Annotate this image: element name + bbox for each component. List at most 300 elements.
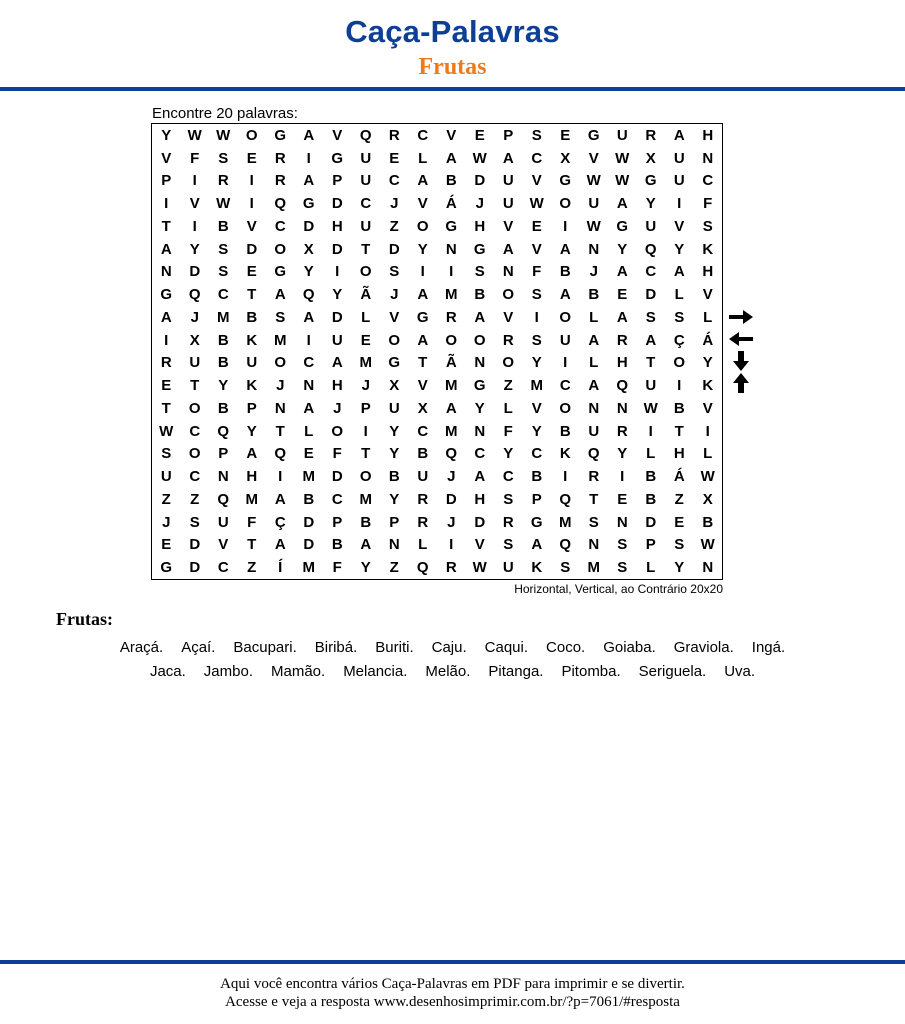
grid-letter: F <box>532 263 542 281</box>
grid-letter: W <box>615 172 630 190</box>
grid-letter: R <box>274 172 286 190</box>
grid-letter: U <box>360 149 372 167</box>
grid-letter: O <box>473 331 486 349</box>
grid-letter: A <box>160 308 172 326</box>
grid-letter: V <box>674 217 685 235</box>
grid-letter: D <box>645 513 657 531</box>
grid-letter: A <box>616 195 628 213</box>
grid-letter: S <box>674 308 685 326</box>
grid-letter: Z <box>674 490 684 508</box>
grid-letter: J <box>333 399 342 417</box>
grid-letter: E <box>389 149 400 167</box>
grid-letter: G <box>160 286 173 304</box>
grid-letter: Y <box>617 240 628 258</box>
arrow-down-icon <box>728 351 754 371</box>
grid-letter: A <box>673 126 685 144</box>
grid-letter: P <box>332 172 343 190</box>
grid-letter: Í <box>278 559 283 577</box>
grid-letter: C <box>645 263 657 281</box>
grid-letter: U <box>217 513 229 531</box>
grid-letter: O <box>331 422 344 440</box>
grid-letter: C <box>702 172 714 190</box>
grid-letter: R <box>502 331 514 349</box>
grid-letter: S <box>474 263 485 281</box>
grid-letter: W <box>472 149 487 167</box>
grid-letter: E <box>161 377 172 395</box>
grid-letter: Y <box>702 354 713 372</box>
grid-letter: R <box>274 149 286 167</box>
grid-letter: B <box>645 468 657 486</box>
grid-letter: U <box>160 468 172 486</box>
grid-letter: V <box>503 308 514 326</box>
grid-letter: E <box>674 513 685 531</box>
grid-letter: T <box>247 536 257 554</box>
word-item: Jaca. <box>149 663 186 680</box>
grid-letter: U <box>645 217 657 235</box>
grid-letter: G <box>388 354 401 372</box>
grid-letter: A <box>588 331 600 349</box>
grid-letter: L <box>674 286 684 304</box>
grid-letter: O <box>445 331 458 349</box>
grid-letter: R <box>645 126 657 144</box>
grid-letter: D <box>189 263 201 281</box>
grid-letter: I <box>563 217 568 235</box>
grid-letter: V <box>189 195 200 213</box>
word-item: Pitanga. <box>488 663 544 680</box>
grid-letter: N <box>160 263 172 281</box>
arrow-right-icon <box>728 307 754 327</box>
grid-letter: D <box>331 468 343 486</box>
word-item: Graviola. <box>673 639 734 656</box>
grid-letter: A <box>559 286 571 304</box>
page-title: Caça-Palavras <box>345 14 560 49</box>
grid-letter: R <box>217 172 229 190</box>
grid-letter: E <box>246 149 257 167</box>
grid-letter: H <box>673 445 685 463</box>
grid-letter: R <box>445 559 457 577</box>
grid-letter: B <box>331 536 343 554</box>
grid-letter: B <box>531 468 543 486</box>
grid-letter: U <box>673 149 685 167</box>
grid-letter: V <box>588 149 599 167</box>
grid-letter: C <box>189 468 201 486</box>
grid-letter: M <box>530 377 543 395</box>
word-item: Caqui. <box>484 639 529 656</box>
grid-letter: I <box>249 195 254 213</box>
grid-letter: M <box>445 286 458 304</box>
grid-letter: Q <box>274 195 287 213</box>
grid-letter: W <box>643 399 658 417</box>
grid-letter: Y <box>674 559 685 577</box>
grid-letter: Á <box>445 195 457 213</box>
grid-letter: U <box>502 172 514 190</box>
grid-letter: A <box>303 172 315 190</box>
grid-letter: I <box>563 354 568 372</box>
grid-letter: V <box>332 126 343 144</box>
grid-letter: W <box>586 217 601 235</box>
grid-letter: V <box>702 399 713 417</box>
grid-letter: Y <box>531 422 542 440</box>
grid-letter: A <box>502 149 514 167</box>
grid-caption: Horizontal, Vertical, ao Contrário 20x20 <box>514 582 723 596</box>
grid-letter: Q <box>416 559 429 577</box>
grid-letter: M <box>274 331 287 349</box>
grid-letter: H <box>702 263 714 281</box>
grid-letter: X <box>189 331 200 349</box>
grid-letter: O <box>359 468 372 486</box>
grid-letter: Y <box>218 377 229 395</box>
grid-letter: D <box>331 308 343 326</box>
grid-letter: E <box>560 126 571 144</box>
word-item: Melancia. <box>343 663 408 680</box>
grid-letter: O <box>673 354 686 372</box>
grid-letter: C <box>217 286 229 304</box>
grid-letter: O <box>359 263 372 281</box>
grid-letter: Q <box>359 126 372 144</box>
grid-letter: D <box>331 195 343 213</box>
arrow-up-icon <box>728 373 754 393</box>
grid-letter: U <box>673 172 685 190</box>
grid-letter: I <box>335 263 340 281</box>
word-item: Açaí. <box>181 639 216 656</box>
grid-letter: S <box>503 490 514 508</box>
grid-letter: Y <box>645 195 656 213</box>
grid-letter: I <box>534 308 539 326</box>
grid-letter: D <box>303 217 315 235</box>
grid-letter: W <box>700 468 715 486</box>
grid-letter: O <box>502 286 515 304</box>
grid-letter: A <box>417 286 429 304</box>
grid-letter: U <box>588 422 600 440</box>
grid-letter: O <box>416 217 429 235</box>
grid-letter: R <box>588 468 600 486</box>
word-item: Melão. <box>425 663 471 680</box>
grid-letter: S <box>218 240 229 258</box>
grid-letter: Z <box>190 490 200 508</box>
grid-letter: N <box>702 149 714 167</box>
grid-letter: E <box>303 445 314 463</box>
grid-letter: G <box>445 217 458 235</box>
word-list-line-1 <box>0 639 905 656</box>
grid-letter: N <box>588 536 600 554</box>
grid-letter: Q <box>559 536 572 554</box>
grid-letter: D <box>645 286 657 304</box>
grid-letter: Q <box>587 445 600 463</box>
word-item: Goiaba. <box>603 639 656 656</box>
grid-letter: R <box>417 513 429 531</box>
grid-letter: A <box>502 240 514 258</box>
grid-letter: A <box>303 126 315 144</box>
grid-letter: O <box>559 399 572 417</box>
grid-letter: B <box>303 490 315 508</box>
word-item: Ingá. <box>751 639 786 656</box>
grid-letter: V <box>474 536 485 554</box>
grid-letter: K <box>702 240 714 258</box>
grid-letter: J <box>190 308 199 326</box>
grid-letter: I <box>306 331 311 349</box>
grid-letter: Y <box>303 263 314 281</box>
grid-letter: P <box>360 399 371 417</box>
grid-letter: B <box>217 399 229 417</box>
grid-letter: D <box>331 240 343 258</box>
grid-letter: A <box>331 354 343 372</box>
grid-letter: R <box>616 422 628 440</box>
grid-letter: H <box>246 468 258 486</box>
grid-letter: W <box>472 559 487 577</box>
grid-letter: S <box>189 513 200 531</box>
grid-letter: R <box>160 354 172 372</box>
grid-letter: A <box>160 240 172 258</box>
grid-letter: O <box>188 399 201 417</box>
grid-letter: L <box>646 559 656 577</box>
grid-letter: D <box>189 559 201 577</box>
grid-letter: U <box>360 172 372 190</box>
grid-letter: O <box>188 445 201 463</box>
grid-letter: M <box>559 513 572 531</box>
grid-letter: S <box>560 559 571 577</box>
grid-letter: S <box>503 536 514 554</box>
grid-letter: K <box>246 377 258 395</box>
grid-letter: P <box>246 399 257 417</box>
word-item: Uva. <box>724 663 756 680</box>
grid-letter: N <box>502 263 514 281</box>
grid-letter: Ã <box>445 354 457 372</box>
grid-letter: B <box>474 286 486 304</box>
grid-letter: V <box>417 377 428 395</box>
grid-letter: Q <box>559 490 572 508</box>
grid-letter: N <box>388 536 400 554</box>
grid-letter: K <box>246 331 258 349</box>
grid-letter: T <box>361 240 371 258</box>
grid-letter: S <box>617 559 628 577</box>
grid-letter: R <box>417 490 429 508</box>
grid-letter: U <box>417 468 429 486</box>
grid-letter: G <box>302 195 315 213</box>
arrow-left-icon <box>728 329 754 349</box>
grid-letter: N <box>616 513 628 531</box>
grid-letter: L <box>304 422 314 440</box>
grid-letter: S <box>218 263 229 281</box>
grid-letter: H <box>702 126 714 144</box>
grid-letter: X <box>560 149 571 167</box>
word-item: Mamão. <box>271 663 326 680</box>
grid-letter: A <box>559 240 571 258</box>
grid-letter: V <box>218 536 229 554</box>
word-item: Buriti. <box>375 639 414 656</box>
grid-letter: G <box>530 513 543 531</box>
grid-letter: L <box>361 308 371 326</box>
grid-letter: S <box>702 217 713 235</box>
grid-letter: P <box>332 513 343 531</box>
grid-letter: C <box>303 354 315 372</box>
grid-letter: F <box>503 422 513 440</box>
grid-letter: W <box>615 149 630 167</box>
grid-letter: I <box>677 377 682 395</box>
grid-letter: D <box>474 172 486 190</box>
grid-letter: F <box>190 149 200 167</box>
grid-letter: I <box>306 149 311 167</box>
grid-letter: L <box>703 445 713 463</box>
grid-letter: I <box>563 468 568 486</box>
grid-letter: T <box>161 217 171 235</box>
grid-letter: R <box>502 513 514 531</box>
word-item: Coco. <box>546 639 586 656</box>
grid-letter: M <box>359 490 372 508</box>
grid-letter: V <box>531 172 542 190</box>
grid-letter: Y <box>189 240 200 258</box>
grid-letter: R <box>616 331 628 349</box>
grid-letter: P <box>389 513 400 531</box>
grid-letter: M <box>302 559 315 577</box>
grid-letter: J <box>276 377 285 395</box>
grid-letter: J <box>447 513 456 531</box>
grid-letter: Y <box>417 240 428 258</box>
grid-letter: Q <box>188 286 201 304</box>
grid-letter: L <box>589 354 599 372</box>
grid-letter: A <box>616 263 628 281</box>
grid-letter: Y <box>389 445 400 463</box>
grid-letter: W <box>586 172 601 190</box>
grid-letter: G <box>559 172 572 190</box>
grid-letter: Y <box>332 286 343 304</box>
grid-letter: E <box>531 217 542 235</box>
grid-letter: R <box>445 308 457 326</box>
word-item: Bacupari. <box>233 639 297 656</box>
grid-letter: B <box>217 354 229 372</box>
word-item: Biribá. <box>314 639 358 656</box>
grid-letter: I <box>192 172 197 190</box>
grid-letter: H <box>474 490 486 508</box>
grid-letter: T <box>190 377 200 395</box>
grid-letter: C <box>417 126 429 144</box>
grid-letter: N <box>588 399 600 417</box>
grid-letter: A <box>246 445 258 463</box>
grid-letter: Q <box>445 445 458 463</box>
grid-letter: S <box>617 536 628 554</box>
grid-letter: P <box>161 172 172 190</box>
grid-letter: O <box>559 195 572 213</box>
grid-letter: U <box>588 195 600 213</box>
word-item: Pitomba. <box>561 663 621 680</box>
grid-letter: R <box>388 126 400 144</box>
grid-letter: N <box>445 240 457 258</box>
grid-letter: L <box>646 445 656 463</box>
grid-letter: G <box>616 217 629 235</box>
grid-letter: I <box>363 422 368 440</box>
grid-letter: C <box>331 490 343 508</box>
grid-letter: Q <box>217 490 230 508</box>
grid-letter: M <box>245 490 258 508</box>
grid-letter: A <box>360 536 372 554</box>
grid-letter: X <box>417 399 428 417</box>
grid-letter: K <box>559 445 571 463</box>
grid-letter: S <box>531 286 542 304</box>
grid-letter: T <box>161 399 171 417</box>
grid-letter: B <box>702 513 714 531</box>
grid-letter: W <box>529 195 544 213</box>
grid-letter: T <box>674 422 684 440</box>
grid-letter: A <box>417 331 429 349</box>
grid-letter: S <box>645 308 656 326</box>
grid-letter: N <box>702 559 714 577</box>
grid-letter: D <box>303 536 315 554</box>
grid-letter: U <box>246 354 258 372</box>
grid-letter: Q <box>217 422 230 440</box>
word-item: Jambo. <box>203 663 253 680</box>
grid-letter: I <box>278 468 283 486</box>
puzzle-instruction: Encontre 20 palavras: <box>152 105 298 122</box>
grid-letter: W <box>216 126 231 144</box>
grid-letter: P <box>645 536 656 554</box>
grid-letter: F <box>703 195 713 213</box>
grid-letter: T <box>247 286 257 304</box>
grid-letter: A <box>474 468 486 486</box>
grid-letter: G <box>587 126 600 144</box>
grid-letter: U <box>502 195 514 213</box>
word-list-line-2 <box>0 663 905 680</box>
grid-letter: W <box>700 536 715 554</box>
grid-letter: P <box>218 445 229 463</box>
grid-letter: Y <box>674 240 685 258</box>
grid-letter: B <box>645 490 657 508</box>
direction-legend <box>728 307 756 395</box>
grid-letter: G <box>416 308 429 326</box>
grid-letter: A <box>673 263 685 281</box>
grid-letter: X <box>303 240 314 258</box>
grid-letter: Ç <box>274 513 286 531</box>
grid-letter: J <box>390 286 399 304</box>
grid-letter: Z <box>161 490 171 508</box>
grid-letter: L <box>503 399 513 417</box>
grid-letter: D <box>303 513 315 531</box>
grid-letter: D <box>445 490 457 508</box>
grid-letter: H <box>616 354 628 372</box>
grid-letter: E <box>617 286 628 304</box>
grid-letter: O <box>274 354 287 372</box>
grid-letter: C <box>531 149 543 167</box>
grid-letter: X <box>389 377 400 395</box>
grid-letter: C <box>559 377 571 395</box>
header-divider <box>0 87 905 91</box>
grid-letter: V <box>161 149 172 167</box>
grid-letter: Á <box>673 468 685 486</box>
grid-letter: A <box>616 308 628 326</box>
grid-letter: E <box>246 263 257 281</box>
grid-letter: E <box>617 490 628 508</box>
grid-letter: E <box>474 126 485 144</box>
grid-letter: S <box>218 149 229 167</box>
word-search-grid <box>151 123 723 580</box>
grid-letter: B <box>217 217 229 235</box>
grid-letter: V <box>531 240 542 258</box>
grid-letter: Y <box>531 354 542 372</box>
grid-letter: I <box>249 172 254 190</box>
grid-letter: A <box>474 308 486 326</box>
grid-letter: O <box>502 354 515 372</box>
grid-letter: K <box>531 559 543 577</box>
grid-letter: V <box>417 195 428 213</box>
grid-letter: M <box>302 468 315 486</box>
grid-letter: V <box>446 126 457 144</box>
grid-letter: H <box>474 217 486 235</box>
grid-letter: A <box>274 490 286 508</box>
grid-letter: G <box>274 126 287 144</box>
grid-letter: B <box>246 308 258 326</box>
grid-letter: N <box>474 354 486 372</box>
grid-letter: B <box>673 399 685 417</box>
grid-letter: U <box>388 399 400 417</box>
grid-letter: Ã <box>360 286 372 304</box>
